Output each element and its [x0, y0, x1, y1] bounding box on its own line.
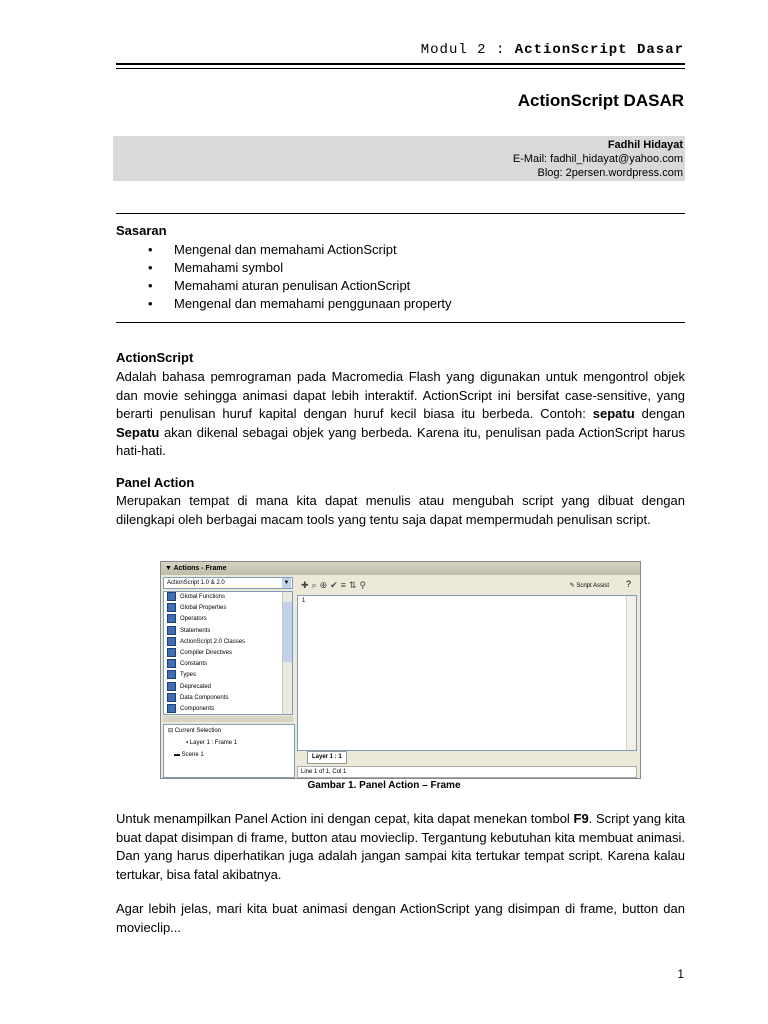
- book-icon: [167, 626, 176, 635]
- script-editor[interactable]: [297, 595, 637, 751]
- page-number: 1: [677, 967, 684, 981]
- paragraph-closing: Agar lebih jelas, mari kita buat animasi dengan ActionScript yang disimpan di frame, button dan movieclip...: [116, 901, 685, 935]
- book-icon: [167, 704, 176, 713]
- script-toolbar: [297, 577, 637, 595]
- tree-item[interactable]: [164, 682, 292, 693]
- list-item: • Memahami aturan penulisan ActionScript: [148, 277, 452, 295]
- actionscript-paragraph: [116, 368, 685, 461]
- actionscript-text-3: akan dikenal sebagai objek yang berbeda. Karena itu, penulisan pada ActionScript harus hati-hati.: [116, 424, 685, 458]
- sasaran-rule-bottom: [116, 322, 685, 323]
- book-icon: [167, 670, 176, 679]
- version-select-label: ActionScript 1.0 & 2.0: [167, 580, 225, 586]
- actionscript-text-2: dengan: [634, 406, 685, 421]
- tree-item[interactable]: [164, 704, 292, 715]
- tree-item[interactable]: [164, 626, 292, 637]
- tree-item-scene[interactable]: [164, 749, 294, 761]
- author-blog: Blog: 2persen.wordpress.com: [537, 167, 683, 179]
- toolbar-icons[interactable]: ✚⌕⊕✔≡⇅⚲: [301, 580, 370, 590]
- book-icon: [167, 614, 176, 623]
- tree-item-label: Constants: [180, 661, 208, 668]
- tree-scrollbar[interactable]: [282, 592, 292, 714]
- author-name: Fadhil Hidayat: [607, 139, 683, 151]
- line-number: 1: [302, 598, 306, 604]
- header-modul-prefix: Modul 2 :: [420, 42, 515, 58]
- book-icon: [167, 693, 176, 702]
- tree-item[interactable]: [164, 614, 292, 625]
- script-assist-button[interactable]: [570, 582, 609, 589]
- panel-action-paragraph: Merupakan tempat di mana kita dapat menulis atau mengubah script yang dibuat dengan dilengkapi oleh berbagai macam tools yang tentu saja dapat mempermudah penulisan script.: [116, 493, 685, 527]
- editor-scrollbar[interactable]: [626, 596, 636, 750]
- tree-item[interactable]: [164, 637, 292, 648]
- script-navigator[interactable]: [163, 724, 295, 778]
- actions-toolbox: [163, 577, 293, 715]
- script-assist-label: Script Assist: [576, 583, 609, 589]
- tree-item-label: ActionScript 2.0 Classes: [180, 638, 246, 645]
- wand-icon: ✎: [569, 583, 577, 589]
- book-icon: [167, 592, 176, 601]
- tree-item[interactable]: [164, 592, 292, 603]
- actionscript-bold-sepatu: sepatu: [592, 406, 635, 421]
- tree-item-layer-frame[interactable]: [164, 737, 294, 749]
- book-icon: [167, 637, 176, 646]
- book-icon: [167, 648, 176, 657]
- tree-item[interactable]: [164, 648, 292, 659]
- sasaran-list: [148, 241, 452, 313]
- tree-item-label: Global Properties: [180, 605, 227, 612]
- sasaran-rule-top: [116, 213, 685, 214]
- header-rule-bottom: [116, 68, 685, 69]
- f9-text-1: Untuk menampilkan Panel Action ini dengan cepat, kita dapat menekan tombol: [116, 811, 574, 826]
- actions-tree[interactable]: [163, 591, 293, 715]
- pane-splitter[interactable]: [163, 716, 293, 722]
- collapse-icon: ⊟: [168, 728, 175, 734]
- script-tabs: [297, 751, 637, 764]
- tree-item[interactable]: [164, 670, 292, 681]
- tree-item-label: Layer 1 : Frame 1: [189, 740, 238, 746]
- tree-item-label: Components: [180, 705, 215, 712]
- script-pane: [297, 577, 637, 776]
- list-item: • Memahami symbol: [148, 259, 452, 277]
- tree-item-current-selection[interactable]: [164, 725, 294, 737]
- sasaran-heading: Sasaran: [116, 223, 167, 238]
- header-modul-title: ActionScript Dasar: [514, 42, 684, 58]
- chevron-down-icon: ▼: [283, 580, 290, 586]
- tree-item-label: Current Selection: [174, 728, 222, 734]
- panel-titlebar: ▼ Actions - Frame: [161, 562, 640, 575]
- scrollbar-thumb[interactable]: [283, 602, 292, 662]
- document-title: ActionScript DASAR: [517, 91, 684, 110]
- tree-item[interactable]: [164, 603, 292, 614]
- scene-icon: ▬: [174, 752, 182, 758]
- actionscript-bold-Sepatu: Sepatu: [116, 424, 160, 440]
- book-icon: [167, 682, 176, 691]
- tree-item-label: Scene 1: [181, 752, 204, 758]
- tree-item-label: Statements: [180, 627, 211, 634]
- list-item: • Mengenal dan memahami penggunaan property: [148, 295, 452, 313]
- tab-layer-frame[interactable]: Layer 1 : 1: [307, 751, 347, 764]
- actionscript-text-1: Adalah bahasa pemrograman pada Macromedia Flash yang digunakan untuk mengontrol objek dan movie sehingga animasi dapat lebih interaktif. ActionScript ini bersifat case-sensitive, yang berarti penulisan huruf kapital dengan huruf kecil biasa itu berbeda. Contoh:: [116, 369, 685, 421]
- book-icon: [167, 603, 176, 612]
- tree-item[interactable]: [164, 659, 292, 670]
- paragraph-f9: [116, 810, 685, 884]
- book-icon: [167, 659, 176, 668]
- actions-panel-figure: [160, 561, 641, 779]
- tree-item-label: Global Functions: [180, 594, 226, 601]
- tree-item-label: Types: [180, 672, 197, 679]
- tree-item-label: Deprecated: [180, 683, 212, 690]
- tree-item-label: Data Components: [180, 694, 229, 701]
- version-select[interactable]: [163, 577, 293, 589]
- running-header: [421, 42, 684, 58]
- tree-item-label: Operators: [180, 616, 207, 623]
- actionscript-heading: ActionScript: [116, 350, 194, 365]
- status-bar: Line 1 of 1, Col 1: [297, 766, 637, 778]
- f9-key: F9: [573, 811, 589, 826]
- author-box: [113, 136, 685, 181]
- help-button[interactable]: ?: [625, 579, 631, 589]
- author-email: E-Mail: fadhil_hidayat@yahoo.com: [512, 153, 683, 165]
- panel-action-heading: Panel Action: [116, 475, 195, 490]
- tree-item-label: Compiler Directives: [180, 650, 233, 657]
- figure-caption: Gambar 1. Panel Action – Frame: [307, 780, 461, 791]
- frame-icon: ▪: [186, 740, 190, 746]
- list-item: • Mengenal dan memahami ActionScript: [148, 241, 452, 259]
- header-rule-top: [116, 63, 685, 65]
- tree-item[interactable]: [164, 693, 292, 704]
- f9-text-2: . Script yang kita buat dapat disimpan di frame, button atau movieclip. Tergantung kebutuhan kita membuat animasi. Dan yang harus diperhatikan juga adalah jangan sampai kita tertukar tempat script. Karena kalau tertukar, bisa fatal akibatnya.: [116, 811, 685, 882]
